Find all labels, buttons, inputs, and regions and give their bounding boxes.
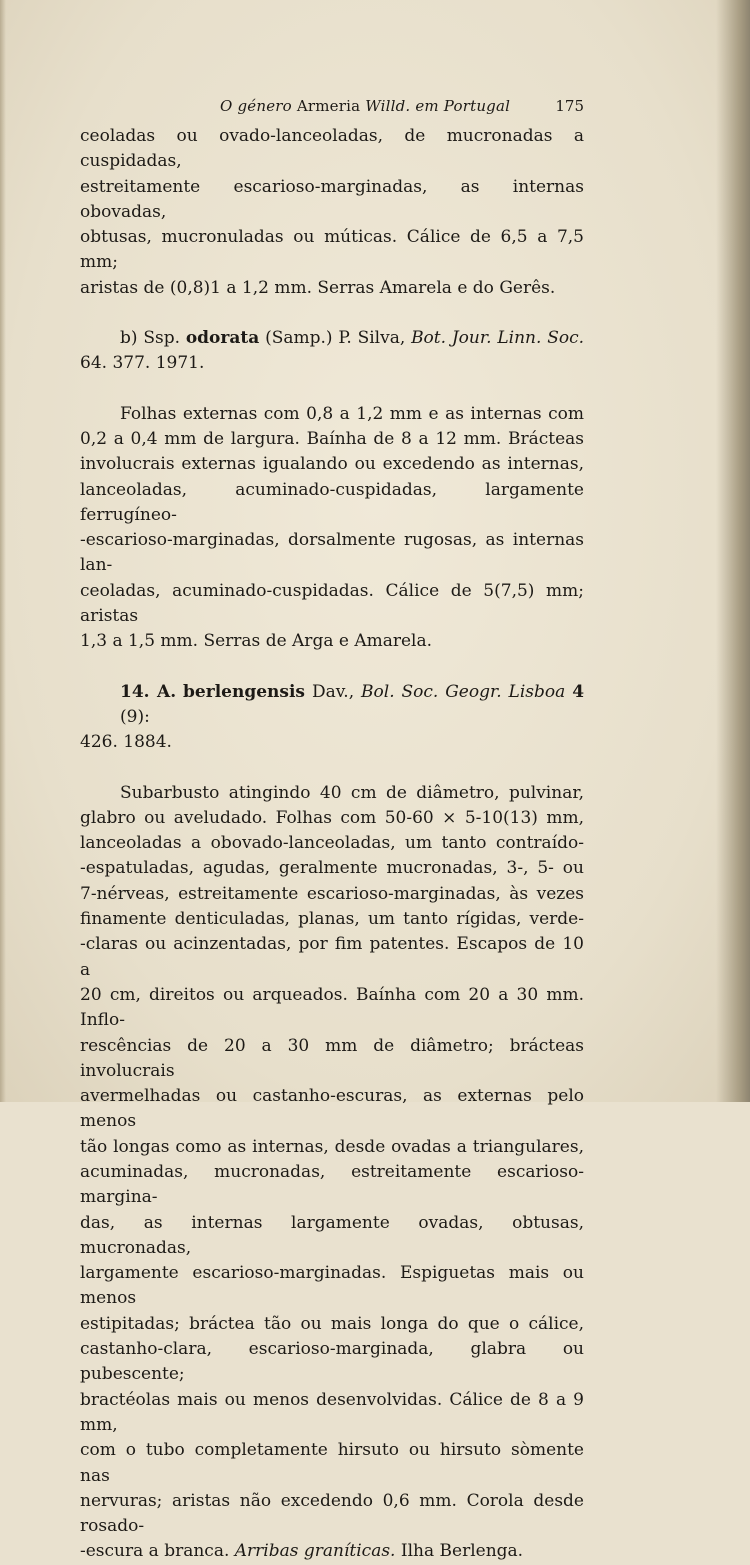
species-journal: Bol. Soc. Geogr. Lisboa	[361, 681, 566, 702]
species-number: 14. A.	[120, 681, 177, 702]
spacer	[80, 655, 584, 680]
text-line: 7-nérveas, estreitamente escarioso-marginadas, às vezes	[80, 883, 584, 904]
subspecies-citation-line-2: 64. 377. 1971.	[80, 353, 205, 374]
species-name: berlengensis	[183, 681, 306, 702]
text-line: 20 cm, direitos ou arqueados. Baínha com 20 a 30 mm. Inflo-	[80, 984, 584, 1031]
text-line: Subarbusto atingindo 40 cm de diâmetro, pulvinar,	[120, 782, 584, 803]
running-title	[220, 97, 510, 115]
subspecies-journal: Bot. Jour. Linn. Soc.	[411, 328, 584, 349]
text-line: -claras ou acinzentadas, por fim patentes. Escapos de 10 a	[80, 934, 584, 980]
species-citation-line-2: 426. 1884.	[80, 732, 172, 753]
text-line: com o tubo completamente hirsuto ou hirsuto sòmente nas	[80, 1440, 584, 1486]
text-line: avermelhadas ou castanho-escuras, as externas pelo menos	[80, 1086, 584, 1132]
paragraph-continuation	[80, 124, 584, 301]
text-line: lanceoladas a obovado-lanceoladas, um tanto contraído-	[80, 833, 584, 854]
page-body	[80, 124, 584, 1565]
text-line: bractéolas mais ou menos desenvolvidas. Cálice de 8 a 9 mm,	[80, 1389, 584, 1435]
text-line: largamente escarioso-marginadas. Espiguetas mais ou menos	[80, 1263, 584, 1309]
text-line: das, as internas largamente ovadas, obtusas, mucronadas,	[80, 1212, 584, 1258]
text-line: ceoladas, acuminado-cuspidadas. Cálice de 5(7,5) mm; aristas	[80, 580, 584, 627]
text-line: acuminadas, mucronadas, estreitamente escarioso-margina-	[80, 1161, 584, 1208]
species-description	[80, 781, 584, 1565]
text-line: rescências de 20 a 30 mm de diâmetro; brácteas involucrais	[80, 1035, 584, 1081]
text-line: glabro ou aveludado. Folhas com 50-60 × 5-10(13) mm,	[80, 807, 584, 828]
spacer	[80, 756, 584, 781]
subspecies-heading	[80, 326, 584, 377]
text-line: tão longas como as internas, desde ovadas a triangulares,	[80, 1136, 584, 1157]
subspecies-description	[80, 402, 584, 655]
running-header	[80, 97, 592, 119]
final-line-prefix: -escura a branca.	[80, 1541, 230, 1562]
text-line: 1,3 a 1,5 mm. Serras de Arga e Amarela.	[80, 631, 433, 652]
text-line: castanho-clara, escarioso-marginada, glabra ou pubescente;	[80, 1339, 584, 1385]
species-author: Dav.,	[311, 681, 355, 702]
page-left-edge-shadow	[0, 0, 6, 1102]
text-line: estreitamente escarioso-marginadas, as internas obovadas,	[80, 176, 584, 222]
text-line: -espatuladas, agudas, geralmente mucronadas, 3-, 5- ou	[80, 858, 584, 879]
locality: Ilha Berlenga.	[400, 1541, 524, 1562]
text-line: aristas de (0,8)1 a 1,2 mm. Serras Amarela e do Gerês.	[80, 277, 556, 298]
species-issue: (9):	[120, 706, 150, 727]
text-line: involucrais externas igualando ou excedendo as internas,	[80, 454, 584, 475]
subspecies-author: (Samp.) P. Silva,	[265, 328, 406, 349]
subspecies-citation-line	[80, 326, 584, 351]
text-line: obtusas, mucronuladas ou múticas. Cálice de 6,5 a 7,5 mm;	[80, 227, 584, 273]
text-line: estipitadas; bráctea tão ou mais longa do que o cálice,	[80, 1313, 584, 1334]
text-line: -escarioso-marginadas, dorsalmente rugosas, as internas lan-	[80, 530, 584, 576]
text-line: finamente denticuladas, planas, um tanto rígidas, verde-	[80, 909, 584, 930]
page-number: 175	[555, 97, 584, 115]
spacer	[80, 301, 584, 326]
subspecies-name: odorata	[185, 328, 260, 349]
species-citation-line	[80, 680, 584, 731]
running-title-genus: Armeria	[296, 97, 361, 115]
text-line: ceoladas ou ovado-lanceoladas, de mucronadas a cuspidadas,	[80, 126, 584, 172]
species-volume: 4	[572, 681, 585, 702]
subspecies-prefix: b) Ssp.	[120, 328, 180, 349]
text-line: nervuras; aristas não excedendo 0,6 mm. Corola desde rosado-	[80, 1490, 584, 1537]
running-title-part-2: Willd. em Portugal	[365, 97, 511, 115]
page-right-edge-shadow	[716, 0, 750, 1102]
spacer	[80, 377, 584, 402]
text-line-final	[80, 1539, 584, 1564]
text-line: Folhas externas com 0,8 a 1,2 mm e as internas com	[120, 403, 584, 424]
text-line: lanceoladas, acuminado-cuspidadas, largamente ferrugíneo-	[80, 479, 584, 525]
habitat: Arribas graníticas.	[234, 1541, 396, 1562]
species-heading	[80, 680, 584, 756]
running-title-part-1: O género	[220, 97, 292, 115]
text-line: 0,2 a 0,4 mm de largura. Baínha de 8 a 12 mm. Brácteas	[80, 428, 584, 449]
